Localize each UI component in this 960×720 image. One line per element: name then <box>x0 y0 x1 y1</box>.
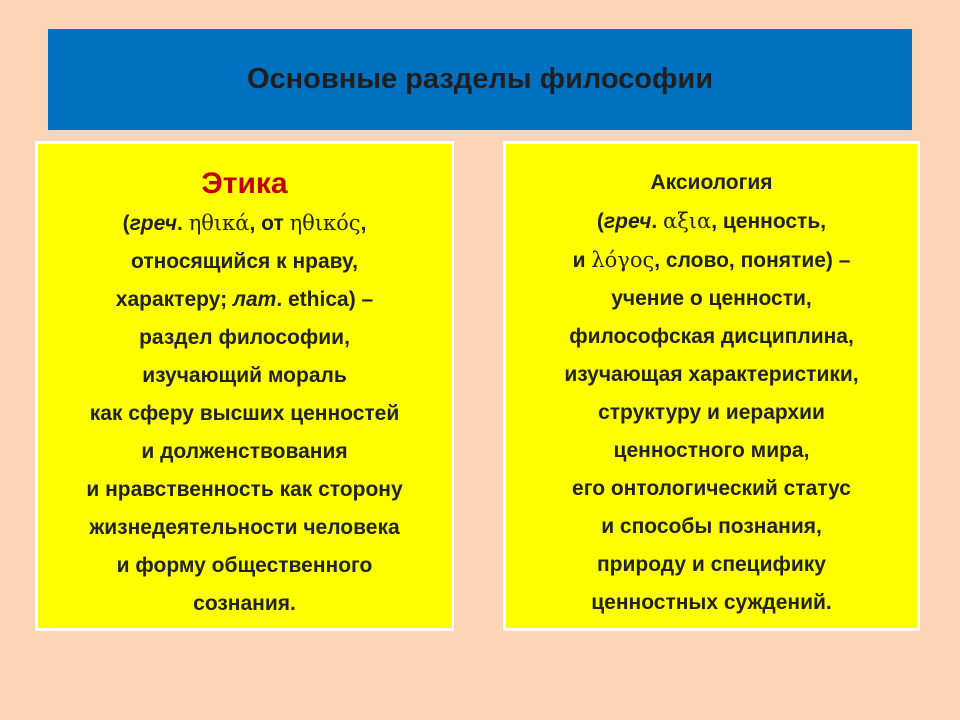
axiology-line-9: и способы познания, <box>601 515 822 538</box>
page-title: Основные разделы философии <box>246 63 714 95</box>
axiology-line-6: структуру и иерархии <box>598 401 825 424</box>
ethics-line-2: относящийся к нраву, <box>131 250 358 273</box>
axiology-line-2: и λόγος, слово, понятие) – <box>572 248 851 272</box>
ethics-line-1: (греч. ηθικά, от ηθικός, <box>122 211 367 235</box>
ethics-line-5: изучающий мораль <box>142 364 347 387</box>
ethics-line-7: и долженствования <box>141 440 348 463</box>
ethics-line-6: как сферу высших ценностей <box>89 402 400 425</box>
axiology-line-3: учение о ценности, <box>611 287 812 310</box>
axiology-line-11: ценностных суждений. <box>591 591 832 614</box>
ethics-line-8: и нравственность как сторону <box>86 478 403 501</box>
axiology-line-5: изучающая характеристики, <box>564 363 859 386</box>
axiology-card <box>503 141 920 631</box>
axiology-line-7: ценностного мира, <box>613 439 810 462</box>
ethics-line-9: жизнедеятельности человека <box>89 516 400 539</box>
axiology-line-4: философская дисциплина, <box>569 325 854 348</box>
axiology-line-1: (греч. αξια, ценность, <box>596 209 827 233</box>
ethics-line-11: сознания. <box>193 592 296 615</box>
ethics-heading: Этика <box>201 167 288 200</box>
ethics-line-10: и форму общественного <box>116 554 373 577</box>
axiology-heading: Аксиология <box>650 171 773 194</box>
ethics-line-3: характеру; лат. ethica) – <box>115 288 374 311</box>
ethics-line-4: раздел философии, <box>139 326 350 349</box>
title-bar <box>48 29 912 130</box>
axiology-line-10: природу и специфику <box>597 553 826 576</box>
ethics-card <box>35 141 454 631</box>
axiology-line-8: его онтологический статус <box>572 477 851 500</box>
